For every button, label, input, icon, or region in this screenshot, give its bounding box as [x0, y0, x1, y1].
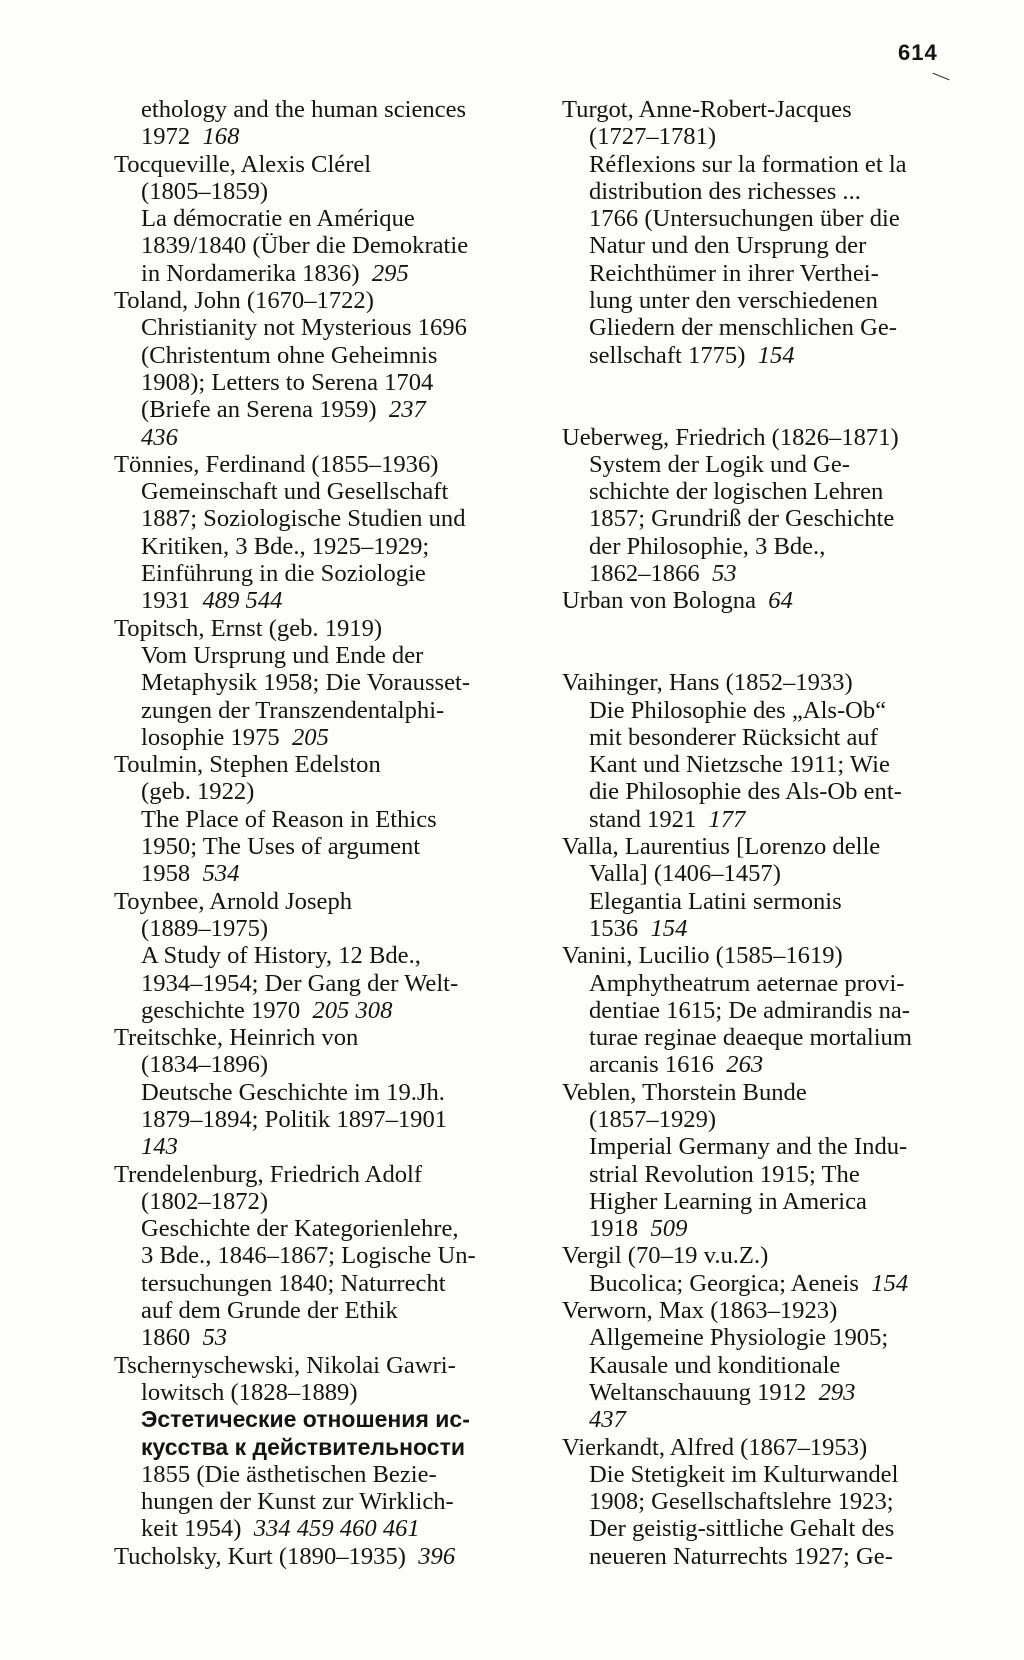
index-entry-subline [562, 724, 982, 751]
index-entry-text: Toland, John (1670–1722) [114, 287, 374, 315]
index-entry-text: 1860 [141, 1324, 191, 1352]
index-entry-text: Tocqueville, Alexis Clérel [114, 150, 372, 178]
index-entry-text: Urban von Bologna [562, 587, 756, 615]
index-entry-text: Weltanschauung 1912 [589, 1378, 807, 1406]
index-entry-text: Deutsche Geschichte im 19.Jh. [141, 1078, 445, 1106]
page-reference: 396 [418, 1542, 456, 1570]
index-entry-subline [562, 915, 982, 942]
index-entry-text: 1887; Soziologische Studien und [141, 505, 466, 533]
index-entry-text: Amphytheatrum aeternae provi- [589, 969, 905, 997]
index-entry [114, 96, 534, 151]
index-entry-text: Veblen, Thorstein Bunde [562, 1078, 807, 1106]
index-entry-text: 1766 (Untersuchungen über die [589, 205, 900, 233]
index-entry-subline [562, 860, 982, 887]
index-entry-subline [562, 205, 982, 232]
page-reference: 437 [589, 1406, 626, 1434]
page-number: 614 [898, 40, 938, 65]
index-entry-heading [562, 1079, 982, 1106]
index-entry-subline [114, 1297, 534, 1324]
index-entry-text: 1862–1866 [589, 560, 700, 588]
index-entry-subline [562, 533, 982, 560]
index-entry [562, 1434, 982, 1570]
index-entry [562, 587, 982, 614]
index-column-left [114, 96, 534, 1570]
index-entry-subline [114, 970, 534, 997]
index-entry-subline [114, 505, 534, 532]
index-entry-subline [562, 232, 982, 259]
index-entry-heading [562, 669, 982, 696]
index-entry-text: Vierkandt, Alfred (1867–1953) [562, 1433, 868, 1461]
index-entry-subline [562, 1024, 982, 1051]
index-entry-text: Einführung in die Soziologie [141, 560, 426, 588]
index-entry-text: 1536 [589, 914, 639, 942]
index-entry-heading [114, 451, 534, 478]
index-entry-text: Bucolica; Georgica; Aeneis [589, 1269, 859, 1297]
index-column-right [562, 96, 982, 1570]
index-entry-subline [114, 1324, 534, 1351]
index-entry-subline [114, 342, 534, 369]
index-entry-text: 1908); Letters to Serena 1704 [141, 368, 434, 396]
index-entry-subline [114, 369, 534, 396]
index-entry-text: 1931 [141, 587, 191, 615]
index-entry-subline [114, 860, 534, 887]
index-entry-text: Topitsch, Ernst (geb. 1919) [114, 614, 383, 642]
index-entry-text: Imperial Germany and the Indu- [589, 1133, 908, 1161]
index-entry [114, 1161, 534, 1352]
index-entry-text: der Philosophie, 3 Bde., [589, 532, 826, 560]
index-entry-text: Vom Ursprung und Ende der [141, 641, 424, 669]
index-entry-subline [562, 451, 982, 478]
index-entry-text: Toulmin, Stephen Edelston [114, 751, 381, 779]
index-entry-text: Christianity not Mysterious 1696 [141, 314, 467, 342]
index-entry-subline [114, 1515, 534, 1542]
index-entry-heading [114, 1161, 534, 1188]
index-entry-subline [114, 533, 534, 560]
index-entry [562, 833, 982, 942]
index-entry-subline [114, 778, 534, 805]
page-reference: 205 308 [312, 996, 393, 1024]
index-entry-text: Verworn, Max (1863–1923) [562, 1297, 838, 1325]
index-entry-text: Vaihinger, Hans (1852–1933) [562, 669, 853, 697]
index-entry-text: (Christentum ohne Geheimnis [141, 341, 438, 369]
index-entry [114, 615, 534, 751]
index-entry-subline [562, 1106, 982, 1133]
index-entry-subline [562, 1352, 982, 1379]
index-entry-text: ethology and the human sciences [141, 96, 467, 123]
index-entry-subline [114, 642, 534, 669]
index-entry-text: 1839/1840 (Über die Demokratie [141, 232, 469, 260]
index-entry-subline [114, 205, 534, 232]
index-entry-text: (1889–1975) [141, 914, 269, 942]
index-entry-subline [562, 1543, 982, 1570]
index-entry-text: Reichthümer in ihrer Verthei- [589, 259, 879, 287]
index-entry-subline [114, 1379, 534, 1406]
index-entry-subline [562, 1133, 982, 1160]
index-entry-heading [562, 1297, 982, 1324]
index-entry-text: Elegantia Latini sermonis [589, 887, 842, 915]
index-entry-subline [114, 178, 534, 205]
index-entry-subline [114, 1461, 534, 1488]
index-entry-text: 1918 [589, 1215, 639, 1243]
index-entry [562, 669, 982, 833]
page-reference: 534 [202, 860, 240, 888]
index-entry-subline [562, 342, 982, 369]
index-entry-subline [114, 587, 534, 614]
index-entry-subline [562, 1270, 982, 1297]
index-entry-text: geschichte 1970 [141, 996, 301, 1024]
index-entry-text: Vanini, Lucilio (1585–1619) [562, 942, 843, 970]
index-entry-text: dentiae 1615; De admirandis na- [589, 996, 910, 1024]
index-entry [114, 1543, 534, 1570]
index-entry-text: 1958 [141, 860, 191, 888]
index-entry-subline [562, 1161, 982, 1188]
index-entry-text: Valla] (1406–1457) [589, 860, 781, 888]
index-entry-text: zungen der Transzendentalphi- [141, 696, 445, 724]
index-entry-subline [562, 1488, 982, 1515]
index-entry-subline [114, 96, 534, 123]
index-entry-text: Allgemeine Physiologie 1905; [589, 1324, 889, 1352]
index-entry [562, 96, 982, 369]
index-entry-subline [114, 942, 534, 969]
index-entry-subline [114, 123, 534, 150]
index-entry [114, 888, 534, 1024]
index-entry-subline [114, 560, 534, 587]
page-reference: 295 [371, 259, 409, 287]
index-entry-subline [114, 232, 534, 259]
index-entry [114, 1352, 534, 1543]
page-reference: 509 [650, 1215, 688, 1243]
index-entry-text: A Study of History, 12 Bde., [141, 942, 421, 970]
index-entry-text: neueren Naturrechts 1927; Ge- [589, 1542, 893, 1570]
index-entry-text: lung unter den verschiedenen [589, 287, 878, 315]
section-gap [562, 615, 982, 670]
index-entry-text: arcanis 1616 [589, 1051, 714, 1079]
index-entry-subline [114, 260, 534, 287]
index-entry-text: Tschernyschewski, Nikolai Gawri- [114, 1351, 456, 1379]
index-entry-subline [114, 1188, 534, 1215]
index-entry-text: System der Logik und Ge- [589, 450, 850, 478]
index-entry [562, 424, 982, 588]
index-entry [114, 287, 534, 451]
index-entry-subline [562, 1215, 982, 1242]
index-entry-heading [114, 151, 534, 178]
index-entry-subline [114, 669, 534, 696]
index-entry-heading [562, 424, 982, 451]
index-entry-subline [114, 1242, 534, 1269]
index-entry-subline [562, 1188, 982, 1215]
index-entry-text: Die Stetigkeit im Kulturwandel [589, 1460, 899, 1488]
index-entry-subline [114, 424, 534, 451]
index-entry-subline [114, 915, 534, 942]
index-entry-heading [562, 1434, 982, 1461]
index-entry-subline [114, 1215, 534, 1242]
index-entry-heading [114, 1352, 534, 1379]
index-entry-subline [114, 1434, 534, 1461]
index-entry-text: Kausale und konditionale [589, 1351, 841, 1379]
page-reference: 64 [768, 587, 793, 615]
index-entry-text: Gemeinschaft und Gesellschaft [141, 478, 449, 506]
page-number-mark [932, 73, 949, 81]
index-entry-text: 3 Bde., 1846–1867; Logische Un- [141, 1242, 476, 1270]
page-reference: 436 [141, 423, 178, 451]
index-entry-text: 1879–1894; Politik 1897–1901 [141, 1105, 448, 1133]
index-entry-text: distribution des richesses ... [589, 177, 861, 205]
index-entry-text: Geschichte der Kategorienlehre, [141, 1215, 459, 1243]
index-entry-heading [114, 1024, 534, 1051]
index-entry-text: Kritiken, 3 Bde., 1925–1929; [141, 532, 430, 560]
index-entry-subline [562, 697, 982, 724]
index-entry-subline [562, 751, 982, 778]
index-entry-text: turae reginae deaeque mortalium [589, 1024, 912, 1052]
index-entry-text: Réflexions sur la formation et la [589, 150, 907, 178]
index-entry-text: Tönnies, Ferdinand (1855–1936) [114, 450, 439, 478]
index-entry-text: Turgot, Anne-Robert-Jacques [562, 96, 852, 123]
index-entry-subline [562, 1324, 982, 1351]
index-entry-text: Metaphysik 1958; Die Vorausset- [141, 669, 471, 697]
page-reference: 168 [202, 123, 240, 151]
index-entry-text: (geb. 1922) [141, 778, 255, 806]
index-entry-text: Эстетические отношения ис- [141, 1406, 470, 1433]
index-entry-subline [562, 151, 982, 178]
page-reference: 205 [291, 723, 329, 751]
index-entry-subline [114, 1488, 534, 1515]
index-entry-subline [114, 396, 534, 423]
index-entry-subline [562, 260, 982, 287]
index-entry-text: 1972 [141, 123, 191, 151]
index-entry-text: 1857; Grundriß der Geschichte [589, 505, 895, 533]
index-entry-text: tersuchungen 1840; Naturrecht [141, 1269, 446, 1297]
page-reference: 154 [757, 341, 795, 369]
index-entry-text: Toynbee, Arnold Joseph [114, 887, 353, 915]
index-entry-text: Treitschke, Heinrich von [114, 1024, 359, 1052]
index-entry-heading [562, 1242, 982, 1269]
index-entry-text: Die Philosophie des „Als-Ob“ [589, 696, 887, 724]
index-entry [562, 942, 982, 1078]
index-entry-text: 1908; Gesellschaftslehre 1923; [589, 1488, 894, 1516]
index-entry-subline [114, 997, 534, 1024]
page-reference: 143 [141, 1133, 178, 1161]
index-entry-text: Tucholsky, Kurt (1890–1935) [114, 1542, 406, 1570]
index-entry-subline [114, 724, 534, 751]
index-entry-subline [562, 888, 982, 915]
index-entry-subline [562, 560, 982, 587]
index-entry-text: auf dem Grunde der Ethik [141, 1297, 398, 1325]
index-entry-subline [114, 1406, 534, 1433]
index-entry-text: Der geistig-sittliche Gehalt des [589, 1515, 895, 1543]
index-entry-subline [114, 806, 534, 833]
index-entry-text: (1857–1929) [589, 1105, 717, 1133]
index-entry-text: кусства к действительности [141, 1433, 465, 1460]
index-entry-text: Valla, Laurentius [Lorenzo delle [562, 833, 881, 861]
page-reference: 293 [818, 1378, 856, 1406]
index-entry-heading [562, 587, 982, 614]
index-entry-text: 1855 (Die ästhetischen Bezie- [141, 1460, 437, 1488]
index-entry-text: Trendelenburg, Friedrich Adolf [114, 1160, 423, 1188]
index-entry [114, 451, 534, 615]
index-entry-text: 1950; The Uses of argument [141, 833, 421, 861]
index-entry-subline [562, 806, 982, 833]
index-entry-text: strial Revolution 1915; The [589, 1160, 860, 1188]
index-entry-heading [562, 833, 982, 860]
index-entry [562, 1242, 982, 1297]
page-reference: 154 [871, 1269, 909, 1297]
index-entry-text: stand 1921 [589, 805, 697, 833]
index-entry-subline [562, 478, 982, 505]
index-entry-text: Higher Learning in America [589, 1187, 867, 1215]
index-entry-heading [114, 1543, 534, 1570]
index-entry-subline [114, 1079, 534, 1106]
index-entry-text: losophie 1975 [141, 723, 280, 751]
index-entry-subline [114, 833, 534, 860]
index-entry-subline [562, 314, 982, 341]
index-entry-text: (1834–1896) [141, 1051, 269, 1079]
index-entry-subline [562, 997, 982, 1024]
index-entry-text: Vergil (70–19 v.u.Z.) [562, 1242, 769, 1270]
index-entry-text: in Nordamerika 1836) [141, 259, 360, 287]
index-entry-subline [562, 778, 982, 805]
index-entry-subline [114, 1270, 534, 1297]
index-entry-subline [562, 287, 982, 314]
index-entry-subline [114, 478, 534, 505]
index-entry-text: Ueberweg, Friedrich (1826–1871) [562, 423, 899, 451]
index-entry-text: sellschaft 1775) [589, 341, 746, 369]
index-entry-subline [562, 1515, 982, 1542]
index-entry-text: Natur und den Ursprung der [589, 232, 867, 260]
page-reference: 177 [708, 805, 746, 833]
index-entry-subline [562, 970, 982, 997]
index-entry-heading [114, 615, 534, 642]
section-gap [562, 369, 982, 424]
page-reference: 154 [650, 914, 688, 942]
index-entry-text: mit besonderer Rücksicht auf [589, 723, 878, 751]
index-entry-text: die Philosophie des Als-Ob ent- [589, 778, 902, 806]
index-entry [114, 1024, 534, 1160]
page-reference: 263 [726, 1051, 764, 1079]
index-entry-heading [114, 287, 534, 314]
index-entry-subline [114, 1051, 534, 1078]
index-entry-subline [114, 1106, 534, 1133]
index-entry [114, 751, 534, 887]
page-reference: 53 [711, 560, 737, 588]
page-reference: 334 459 460 461 [253, 1515, 420, 1543]
index-entry-text: (1802–1872) [141, 1187, 269, 1215]
index-entry-text: keit 1954) [141, 1515, 242, 1543]
index-entry-subline [114, 1133, 534, 1160]
index-entry-heading [114, 888, 534, 915]
index-entry-subline [562, 1051, 982, 1078]
index-entry-text: La démocratie en Amérique [141, 205, 415, 233]
index-entry-text: (1805–1859) [141, 177, 269, 205]
index-entry-subline [562, 1406, 982, 1433]
index-entry-subline [562, 178, 982, 205]
index-entry-subline [114, 697, 534, 724]
index-entry-subline [114, 314, 534, 341]
index-entry-text: (1727–1781) [589, 123, 717, 151]
page-reference: 237 [388, 396, 426, 424]
page-reference: 489 544 [202, 587, 283, 615]
index-entry-text: lowitsch (1828–1889) [141, 1378, 358, 1406]
index-entry-heading [562, 96, 982, 123]
index-entry-text: Gliedern der menschlichen Ge- [589, 314, 897, 342]
index-entry [114, 151, 534, 287]
index-entry-text: Kant und Nietzsche 1911; Wie [589, 751, 890, 779]
index-entry-subline [562, 505, 982, 532]
index-entry-subline [562, 1461, 982, 1488]
index-entry-heading [114, 751, 534, 778]
index-entry-text: (Briefe an Serena 1959) [141, 396, 377, 424]
index-entry-text: schichte der logischen Lehren [589, 478, 884, 506]
index-entry-text: The Place of Reason in Ethics [141, 805, 437, 833]
index-entry-subline [562, 123, 982, 150]
index-entry [562, 1079, 982, 1243]
index-entry-subline [562, 1379, 982, 1406]
index-entry-heading [562, 942, 982, 969]
page-reference: 53 [202, 1324, 228, 1352]
index-entry-text: hungen der Kunst zur Wirklich- [141, 1488, 454, 1516]
index-entry-text: 1934–1954; Der Gang der Welt- [141, 969, 459, 997]
index-entry [562, 1297, 982, 1433]
